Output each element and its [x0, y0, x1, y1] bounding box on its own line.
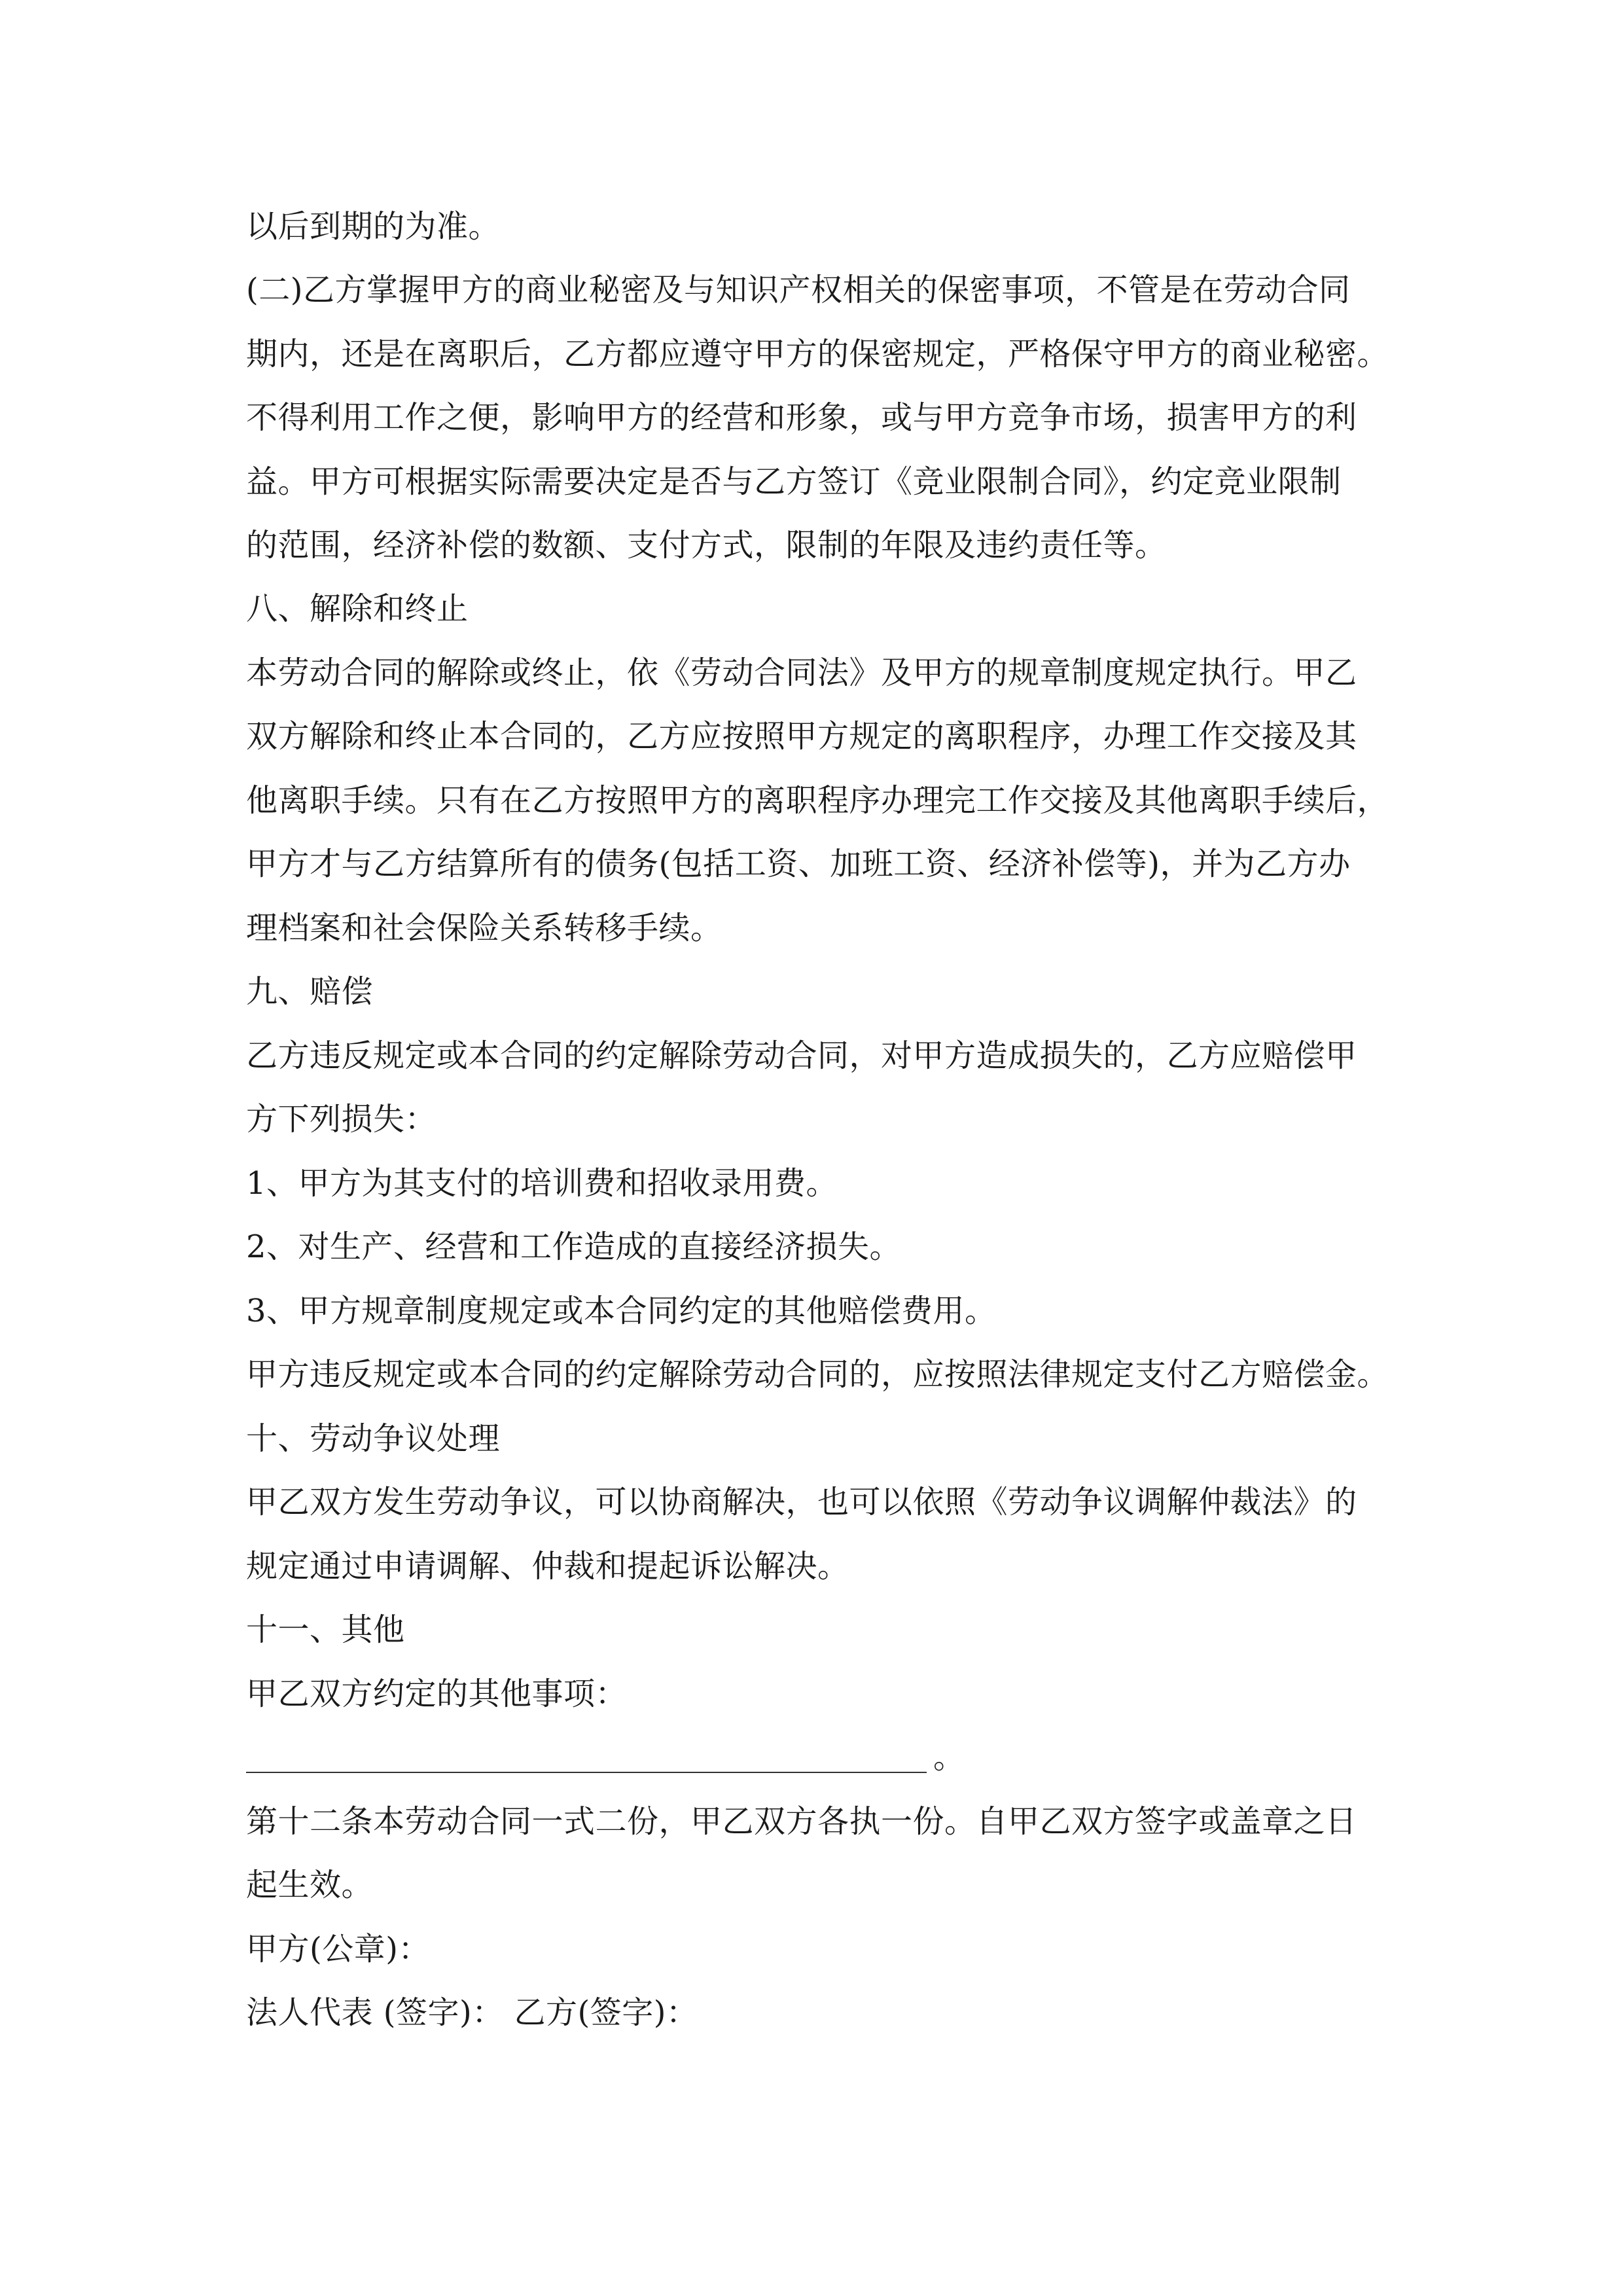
text-line: 不得利用工作之便，影响甲方的经营和形象，或与甲方竞争市场，损害甲方的利 [246, 399, 1357, 436]
text-line: 的范围，经济补偿的数额、支付方式，限制的年限及违约责任等。 [246, 527, 1167, 564]
text-line: 以后到期的为准。 [246, 208, 501, 245]
text-line: 本劳动合同的解除或终止，依《劳动合同法》及甲方的规章制度规定执行。甲乙 [246, 655, 1357, 691]
text-line: 乙方违反规定或本合同的约定解除劳动合同，对甲方造成损失的，乙方应赔偿甲 [246, 1037, 1357, 1074]
blank-period: 。 [933, 1739, 965, 1776]
text-line: 益。甲方可根据实际需要决定是否与乙方签订《竞业限制合同》，约定竞业限制 [246, 463, 1342, 500]
text-line: (二)乙方掌握甲方的商业秘密及与知识产权相关的保密事项，不管是在劳动合同 [246, 272, 1351, 308]
text-line: 双方解除和终止本合同的，乙方应按照甲方规定的离职程序，办理工作交接及其 [246, 718, 1357, 755]
text-line: 甲方才与乙方结算所有的债务(包括工资、加班工资、经济补偿等)，并为乙方办 [246, 846, 1351, 882]
text-line: 甲方违反规定或本合同的约定解除劳动合同的，应按照法律规定支付乙方赔偿金。 [246, 1356, 1389, 1393]
blank-underline [246, 1772, 927, 1773]
list-item: 2、对生产、经营和工作造成的直接经济损失。 [246, 1229, 902, 1265]
list-item: 1、甲方为其支付的培训费和招收录用费。 [246, 1165, 838, 1202]
text-line: 方下列损失： [246, 1101, 437, 1138]
section-heading: 九、赔偿 [246, 973, 374, 1010]
text-line: 期内，还是在离职后，乙方都应遵守甲方的保密规定，严格保守甲方的商业秘密。 [246, 336, 1389, 372]
signature-label-party-a: 甲方(公章)： [246, 1931, 430, 1967]
text-line: 甲乙双方发生劳动争议，可以协商解决，也可以依照《劳动争议调解仲裁法》的 [246, 1484, 1357, 1520]
section-heading: 十一、其他 [246, 1611, 405, 1648]
signature-label-representative: 法人代表 (签字)： 乙方(签字)： [246, 1994, 698, 2031]
section-heading: 十、劳动争议处理 [246, 1420, 501, 1457]
fill-in-blank [246, 1726, 1031, 1789]
text-line: 起生效。 [246, 1867, 374, 1903]
list-item: 3、甲方规章制度规定或本合同约定的其他赔偿费用。 [246, 1293, 997, 1329]
text-line: 规定通过申请调解、仲裁和提起诉讼解决。 [246, 1548, 849, 1585]
section-heading: 八、解除和终止 [246, 590, 469, 627]
text-line: 甲乙双方约定的其他事项： [246, 1676, 628, 1712]
text-line: 理档案和社会保险关系转移手续。 [246, 910, 722, 946]
text-line: 他离职手续。只有在乙方按照甲方的离职程序办理完工作交接及其他离职手续后， [246, 782, 1389, 819]
text-line: 第十二条本劳动合同一式二份，甲乙双方各执一份。自甲乙双方签字或盖章之日 [246, 1803, 1357, 1840]
